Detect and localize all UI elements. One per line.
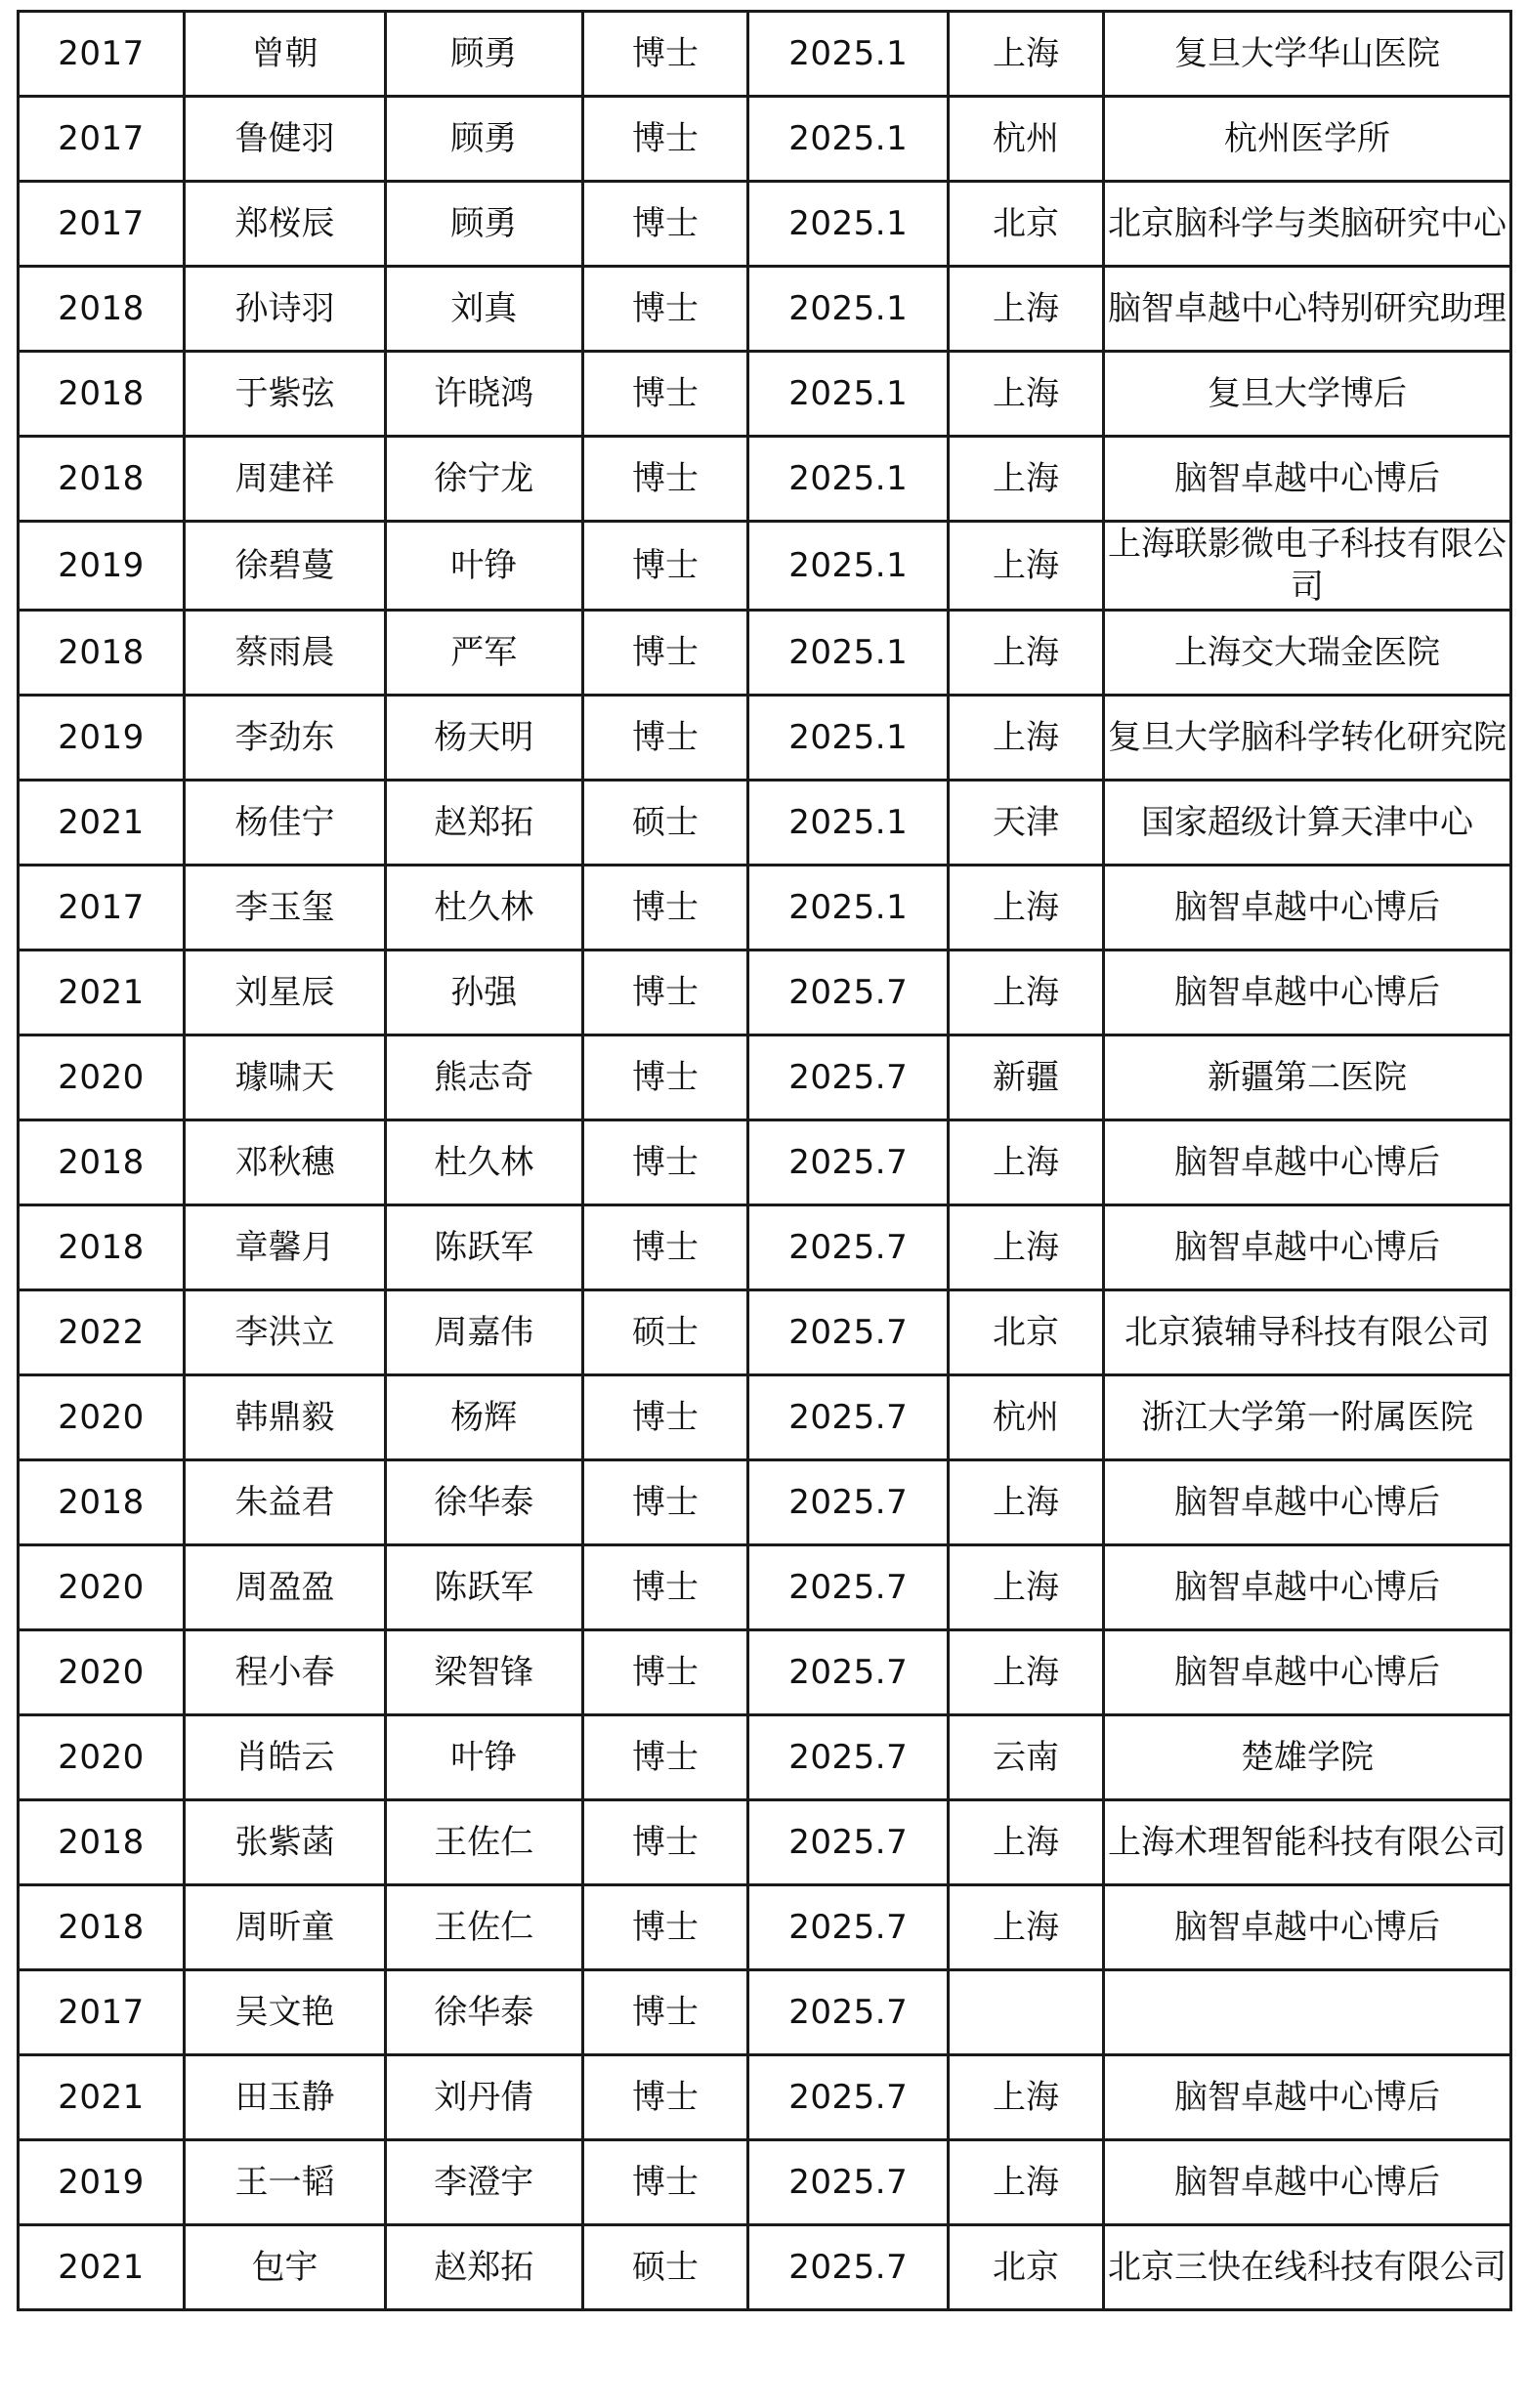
student-name-cell: 田玉静 (184, 2055, 385, 2140)
location-cell: 天津 (949, 781, 1104, 866)
degree-cell: 博士 (582, 522, 748, 611)
degree-cell: 博士 (582, 437, 748, 522)
advisor-cell: 熊志奇 (386, 1035, 582, 1120)
student-name-cell: 周盈盈 (184, 1545, 385, 1630)
table-row (19, 2225, 1511, 2310)
location-cell: 上海 (949, 2055, 1104, 2140)
table-row (19, 1800, 1511, 1885)
graduation-date-cell: 2025.7 (748, 2225, 949, 2310)
degree-cell: 硕士 (582, 2225, 748, 2310)
advisor-cell: 刘丹倩 (386, 2055, 582, 2140)
graduation-date-cell: 2025.1 (748, 611, 949, 696)
enrollment-year-cell: 2022 (19, 1290, 185, 1375)
student-name-cell: 杨佳宁 (184, 781, 385, 866)
employer-cell: 脑智卓越中心博后 (1103, 1120, 1510, 1205)
location-cell: 上海 (949, 1205, 1104, 1290)
table-row (19, 1460, 1511, 1545)
employer-cell: 脑智卓越中心博后 (1103, 2055, 1510, 2140)
location-cell: 上海 (949, 437, 1104, 522)
advisor-cell: 叶铮 (386, 522, 582, 611)
student-name-cell: 蔡雨晨 (184, 611, 385, 696)
location-cell: 杭州 (949, 97, 1104, 182)
graduation-date-cell: 2025.7 (748, 1460, 949, 1545)
graduation-date-cell: 2025.1 (748, 182, 949, 267)
advisor-cell: 刘真 (386, 267, 582, 352)
employer-cell: 脑智卓越中心博后 (1103, 1460, 1510, 1545)
employer-cell: 脑智卓越中心特别研究助理 (1103, 267, 1510, 352)
advisor-cell: 杨辉 (386, 1375, 582, 1460)
student-name-cell: 程小春 (184, 1630, 385, 1715)
location-cell: 上海 (949, 696, 1104, 781)
enrollment-year-cell: 2018 (19, 1885, 185, 1970)
employer-cell: 上海联影微电子科技有限公司 (1103, 522, 1510, 611)
advisor-cell: 徐宁龙 (386, 437, 582, 522)
table-row (19, 352, 1511, 437)
advisor-cell: 梁智锋 (386, 1630, 582, 1715)
student-name-cell: 鲁健羽 (184, 97, 385, 182)
advisor-cell: 杜久林 (386, 1120, 582, 1205)
enrollment-year-cell: 2018 (19, 437, 185, 522)
degree-cell: 博士 (582, 2055, 748, 2140)
advisor-cell: 顾勇 (386, 97, 582, 182)
enrollment-year-cell: 2018 (19, 1460, 185, 1545)
enrollment-year-cell: 2017 (19, 12, 185, 97)
advisor-cell: 徐华泰 (386, 1460, 582, 1545)
employer-cell: 北京猿辅导科技有限公司 (1103, 1290, 1510, 1375)
employer-cell: 脑智卓越中心博后 (1103, 1885, 1510, 1970)
employer-cell: 楚雄学院 (1103, 1715, 1510, 1800)
graduates-table (17, 10, 1512, 2311)
table-row (19, 1715, 1511, 1800)
table-row (19, 781, 1511, 866)
degree-cell: 博士 (582, 1035, 748, 1120)
degree-cell: 博士 (582, 182, 748, 267)
advisor-cell: 许晓鸿 (386, 352, 582, 437)
graduation-date-cell: 2025.1 (748, 12, 949, 97)
degree-cell: 博士 (582, 696, 748, 781)
degree-cell: 博士 (582, 1715, 748, 1800)
graduation-date-cell: 2025.1 (748, 267, 949, 352)
student-name-cell: 刘星辰 (184, 951, 385, 1035)
table-row (19, 696, 1511, 781)
enrollment-year-cell: 2019 (19, 2140, 185, 2225)
degree-cell: 博士 (582, 12, 748, 97)
location-cell: 上海 (949, 2140, 1104, 2225)
student-name-cell: 徐碧蔓 (184, 522, 385, 611)
enrollment-year-cell: 2018 (19, 1120, 185, 1205)
employer-cell: 复旦大学博后 (1103, 352, 1510, 437)
degree-cell: 博士 (582, 1460, 748, 1545)
degree-cell: 博士 (582, 1205, 748, 1290)
employer-cell: 复旦大学华山医院 (1103, 12, 1510, 97)
degree-cell: 博士 (582, 2140, 748, 2225)
enrollment-year-cell: 2017 (19, 1970, 185, 2055)
employer-cell: 国家超级计算天津中心 (1103, 781, 1510, 866)
graduation-date-cell: 2025.7 (748, 1800, 949, 1885)
location-cell: 上海 (949, 12, 1104, 97)
advisor-cell: 王佐仁 (386, 1885, 582, 1970)
graduation-date-cell: 2025.7 (748, 1715, 949, 1800)
location-cell: 杭州 (949, 1375, 1104, 1460)
location-cell (949, 1970, 1104, 2055)
degree-cell: 博士 (582, 1545, 748, 1630)
location-cell: 上海 (949, 1800, 1104, 1885)
advisor-cell: 陈跃军 (386, 1205, 582, 1290)
employer-cell: 复旦大学脑科学转化研究院 (1103, 696, 1510, 781)
enrollment-year-cell: 2021 (19, 951, 185, 1035)
student-name-cell: 张紫菡 (184, 1800, 385, 1885)
degree-cell: 博士 (582, 267, 748, 352)
advisor-cell: 严军 (386, 611, 582, 696)
table-row (19, 866, 1511, 951)
location-cell: 北京 (949, 182, 1104, 267)
table-row (19, 97, 1511, 182)
enrollment-year-cell: 2020 (19, 1630, 185, 1715)
graduation-date-cell: 2025.7 (748, 2055, 949, 2140)
student-name-cell: 章馨月 (184, 1205, 385, 1290)
table-row (19, 2055, 1511, 2140)
location-cell: 上海 (949, 1120, 1104, 1205)
location-cell: 云南 (949, 1715, 1104, 1800)
enrollment-year-cell: 2018 (19, 1205, 185, 1290)
enrollment-year-cell: 2018 (19, 1800, 185, 1885)
degree-cell: 博士 (582, 1885, 748, 1970)
student-name-cell: 周昕童 (184, 1885, 385, 1970)
graduation-date-cell: 2025.1 (748, 352, 949, 437)
enrollment-year-cell: 2021 (19, 781, 185, 866)
student-name-cell: 朱益君 (184, 1460, 385, 1545)
degree-cell: 博士 (582, 352, 748, 437)
location-cell: 上海 (949, 352, 1104, 437)
graduation-date-cell: 2025.7 (748, 1545, 949, 1630)
degree-cell: 博士 (582, 1800, 748, 1885)
student-name-cell: 曾朝 (184, 12, 385, 97)
employer-cell: 浙江大学第一附属医院 (1103, 1375, 1510, 1460)
advisor-cell: 孙强 (386, 951, 582, 1035)
table-row (19, 1035, 1511, 1120)
table-row (19, 1375, 1511, 1460)
table-row (19, 522, 1511, 611)
graduation-date-cell: 2025.7 (748, 951, 949, 1035)
student-name-cell: 郑桜辰 (184, 182, 385, 267)
location-cell: 上海 (949, 1885, 1104, 1970)
graduation-date-cell: 2025.7 (748, 1120, 949, 1205)
table-row (19, 1290, 1511, 1375)
table-row (19, 1545, 1511, 1630)
graduation-date-cell: 2025.7 (748, 1035, 949, 1120)
enrollment-year-cell: 2017 (19, 866, 185, 951)
degree-cell: 博士 (582, 951, 748, 1035)
enrollment-year-cell: 2017 (19, 182, 185, 267)
employer-cell: 脑智卓越中心博后 (1103, 437, 1510, 522)
enrollment-year-cell: 2020 (19, 1715, 185, 1800)
table-row (19, 1970, 1511, 2055)
location-cell: 北京 (949, 1290, 1104, 1375)
enrollment-year-cell: 2020 (19, 1545, 185, 1630)
employer-cell: 北京三快在线科技有限公司 (1103, 2225, 1510, 2310)
employer-cell: 脑智卓越中心博后 (1103, 1545, 1510, 1630)
student-name-cell: 邓秋穗 (184, 1120, 385, 1205)
table-row (19, 611, 1511, 696)
table-row (19, 1885, 1511, 1970)
student-name-cell: 王一韬 (184, 2140, 385, 2225)
graduation-date-cell: 2025.7 (748, 1375, 949, 1460)
advisor-cell: 叶铮 (386, 1715, 582, 1800)
degree-cell: 硕士 (582, 781, 748, 866)
table-row (19, 182, 1511, 267)
advisor-cell: 赵郑拓 (386, 781, 582, 866)
student-name-cell: 周建祥 (184, 437, 385, 522)
student-name-cell: 韩鼎毅 (184, 1375, 385, 1460)
degree-cell: 博士 (582, 97, 748, 182)
degree-cell: 博士 (582, 866, 748, 951)
employer-cell: 脑智卓越中心博后 (1103, 2140, 1510, 2225)
location-cell: 上海 (949, 267, 1104, 352)
student-name-cell: 璩啸天 (184, 1035, 385, 1120)
location-cell: 上海 (949, 1630, 1104, 1715)
student-name-cell: 李劲东 (184, 696, 385, 781)
employer-cell: 上海术理智能科技有限公司 (1103, 1800, 1510, 1885)
degree-cell: 博士 (582, 611, 748, 696)
location-cell: 上海 (949, 522, 1104, 611)
table-row (19, 267, 1511, 352)
graduation-date-cell: 2025.7 (748, 2140, 949, 2225)
graduation-date-cell: 2025.7 (748, 1885, 949, 1970)
graduation-date-cell: 2025.1 (748, 696, 949, 781)
table-row (19, 2140, 1511, 2225)
degree-cell: 博士 (582, 1375, 748, 1460)
enrollment-year-cell: 2019 (19, 522, 185, 611)
advisor-cell: 杨天明 (386, 696, 582, 781)
graduation-date-cell: 2025.1 (748, 781, 949, 866)
enrollment-year-cell: 2020 (19, 1035, 185, 1120)
graduation-date-cell: 2025.7 (748, 1205, 949, 1290)
table-row (19, 437, 1511, 522)
advisor-cell: 杜久林 (386, 866, 582, 951)
graduation-date-cell: 2025.7 (748, 1630, 949, 1715)
graduation-date-cell: 2025.1 (748, 522, 949, 611)
graduation-date-cell: 2025.7 (748, 1970, 949, 2055)
enrollment-year-cell: 2020 (19, 1375, 185, 1460)
location-cell: 上海 (949, 951, 1104, 1035)
advisor-cell: 王佐仁 (386, 1800, 582, 1885)
advisor-cell: 顾勇 (386, 12, 582, 97)
student-name-cell: 肖皓云 (184, 1715, 385, 1800)
advisor-cell: 赵郑拓 (386, 2225, 582, 2310)
location-cell: 上海 (949, 866, 1104, 951)
employer-cell: 脑智卓越中心博后 (1103, 951, 1510, 1035)
enrollment-year-cell: 2018 (19, 267, 185, 352)
degree-cell: 硕士 (582, 1290, 748, 1375)
table-body (19, 12, 1511, 2310)
graduation-date-cell: 2025.1 (748, 97, 949, 182)
enrollment-year-cell: 2021 (19, 2055, 185, 2140)
employer-cell: 脑智卓越中心博后 (1103, 1205, 1510, 1290)
employer-cell: 脑智卓越中心博后 (1103, 866, 1510, 951)
graduation-date-cell: 2025.7 (748, 1290, 949, 1375)
employer-cell (1103, 1970, 1510, 2055)
enrollment-year-cell: 2017 (19, 97, 185, 182)
location-cell: 北京 (949, 2225, 1104, 2310)
location-cell: 上海 (949, 611, 1104, 696)
employer-cell: 上海交大瑞金医院 (1103, 611, 1510, 696)
student-name-cell: 孙诗羽 (184, 267, 385, 352)
enrollment-year-cell: 2019 (19, 696, 185, 781)
student-name-cell: 李玉玺 (184, 866, 385, 951)
student-name-cell: 李洪立 (184, 1290, 385, 1375)
student-name-cell: 吴文艳 (184, 1970, 385, 2055)
advisor-cell: 李澄宇 (386, 2140, 582, 2225)
advisor-cell: 周嘉伟 (386, 1290, 582, 1375)
degree-cell: 博士 (582, 1630, 748, 1715)
employer-cell: 新疆第二医院 (1103, 1035, 1510, 1120)
graduation-date-cell: 2025.1 (748, 437, 949, 522)
location-cell: 新疆 (949, 1035, 1104, 1120)
table-row (19, 12, 1511, 97)
enrollment-year-cell: 2018 (19, 611, 185, 696)
student-name-cell: 包宇 (184, 2225, 385, 2310)
employer-cell: 脑智卓越中心博后 (1103, 1630, 1510, 1715)
employer-cell: 北京脑科学与类脑研究中心 (1103, 182, 1510, 267)
table-row (19, 1205, 1511, 1290)
advisor-cell: 陈跃军 (386, 1545, 582, 1630)
advisor-cell: 徐华泰 (386, 1970, 582, 2055)
advisor-cell: 顾勇 (386, 182, 582, 267)
location-cell: 上海 (949, 1545, 1104, 1630)
location-cell: 上海 (949, 1460, 1104, 1545)
degree-cell: 博士 (582, 1970, 748, 2055)
table-row (19, 1630, 1511, 1715)
table-row (19, 1120, 1511, 1205)
graduation-date-cell: 2025.1 (748, 866, 949, 951)
enrollment-year-cell: 2021 (19, 2225, 185, 2310)
degree-cell: 博士 (582, 1120, 748, 1205)
enrollment-year-cell: 2018 (19, 352, 185, 437)
table-row (19, 951, 1511, 1035)
student-name-cell: 于紫弦 (184, 352, 385, 437)
employer-cell: 杭州医学所 (1103, 97, 1510, 182)
